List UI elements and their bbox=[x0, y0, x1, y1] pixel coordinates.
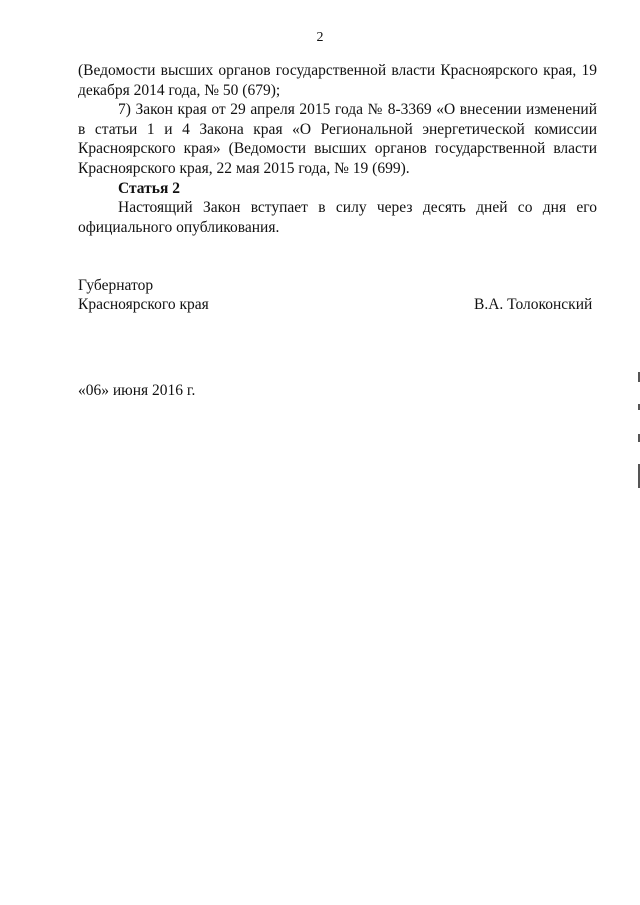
article-2-body bbox=[78, 198, 597, 237]
page-number: 2 bbox=[316, 30, 324, 45]
list-continuation: (Ведомости высших органов государственной власти Красноярского края, 19 декабря 2014 года, № 50 (679); bbox=[78, 62, 597, 99]
signatory-position-line-2: Красноярского края bbox=[78, 296, 209, 313]
signatory-name: В.А. Толоконский bbox=[474, 296, 593, 313]
scan-edge-marks bbox=[636, 372, 640, 492]
amended-laws-list bbox=[78, 61, 597, 178]
article-2-title: Статья 2 bbox=[118, 180, 180, 197]
article-2-text: Настоящий Закон вступает в силу через десять дней со дня его официального опубликования. bbox=[78, 199, 597, 236]
signatory-position-line-1: Губернатор bbox=[78, 277, 154, 294]
list-item-7: 7) Закон края от 29 апреля 2015 года № 8-3369 «О внесении изменений в статьи 1 и 4 Закона края «О Региональной энергетической комиссии Красноярского края» (Ведомости высших органов государственной власти Красноярского края, 22 мая 2015 года, № 19 (699). bbox=[78, 101, 597, 177]
signing-date: «06» июня 2016 г. bbox=[78, 382, 196, 399]
signatory-position bbox=[78, 276, 209, 314]
